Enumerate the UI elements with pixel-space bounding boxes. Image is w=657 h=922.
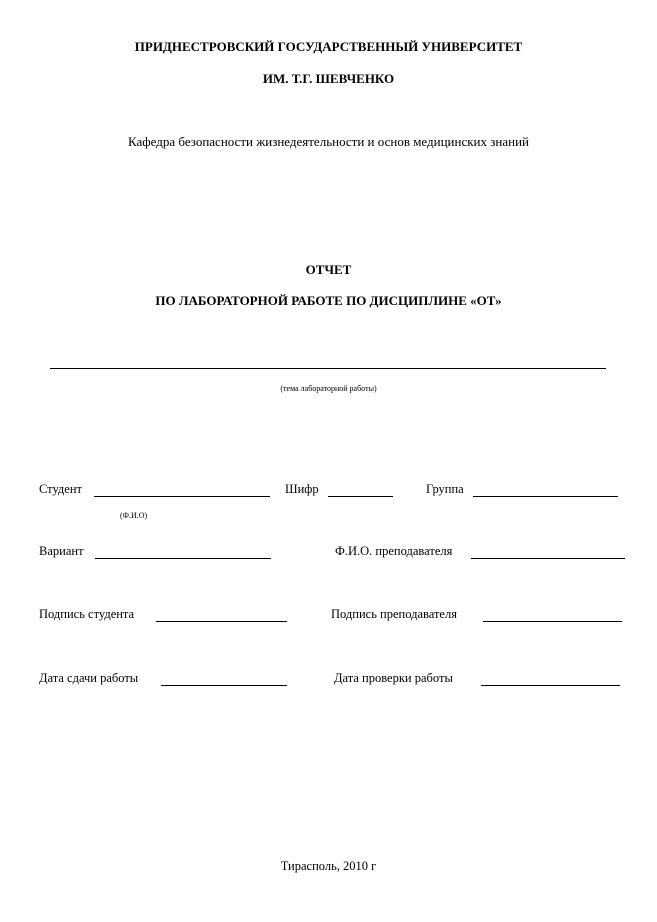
- submission-date-field[interactable]: [161, 685, 287, 686]
- submission-date-label: Дата сдачи работы: [39, 671, 139, 685]
- cipher-field[interactable]: [328, 496, 393, 497]
- student-name-caption: (Ф.И.О): [120, 511, 148, 520]
- check-date-field[interactable]: [481, 685, 620, 686]
- group-field[interactable]: [473, 496, 618, 497]
- group-label: Группа: [426, 482, 464, 496]
- student-label: Студент: [39, 482, 82, 496]
- teacher-signature-label: Подпись преподавателя: [331, 607, 457, 621]
- cipher-label: Шифр: [285, 482, 319, 496]
- topic-blank-line[interactable]: [50, 368, 606, 369]
- university-named-after: ИМ. Т.Г. ШЕВЧЕНКО: [262, 71, 395, 86]
- teacher-label: Ф.И.О. преподавателя: [335, 544, 453, 558]
- variant-field[interactable]: [95, 558, 271, 559]
- topic-caption: (тема лабораторной работы): [280, 384, 377, 393]
- check-date-label: Дата проверки работы: [334, 671, 453, 685]
- variant-label: Вариант: [39, 544, 84, 558]
- student-signature-field[interactable]: [156, 621, 287, 622]
- report-title: ОТЧЕТ: [305, 262, 352, 277]
- teacher-name-field[interactable]: [471, 558, 625, 559]
- department-name: Кафедра безопасности жизнедеятельности и основ медицинских знаний: [127, 134, 530, 149]
- university-name: ПРИДНЕСТРОВСКИЙ ГОСУДАРСТВЕННЫЙ УНИВЕРСИТЕТ: [134, 39, 523, 54]
- teacher-signature-field[interactable]: [483, 621, 622, 622]
- student-signature-label: Подпись студента: [39, 607, 135, 621]
- city-year: Тирасполь, 2010 г: [280, 859, 377, 873]
- report-subtitle: ПО ЛАБОРАТОРНОЙ РАБОТЕ ПО ДИСЦИПЛИНЕ «ОТ»: [155, 293, 502, 308]
- student-name-field[interactable]: [94, 496, 270, 497]
